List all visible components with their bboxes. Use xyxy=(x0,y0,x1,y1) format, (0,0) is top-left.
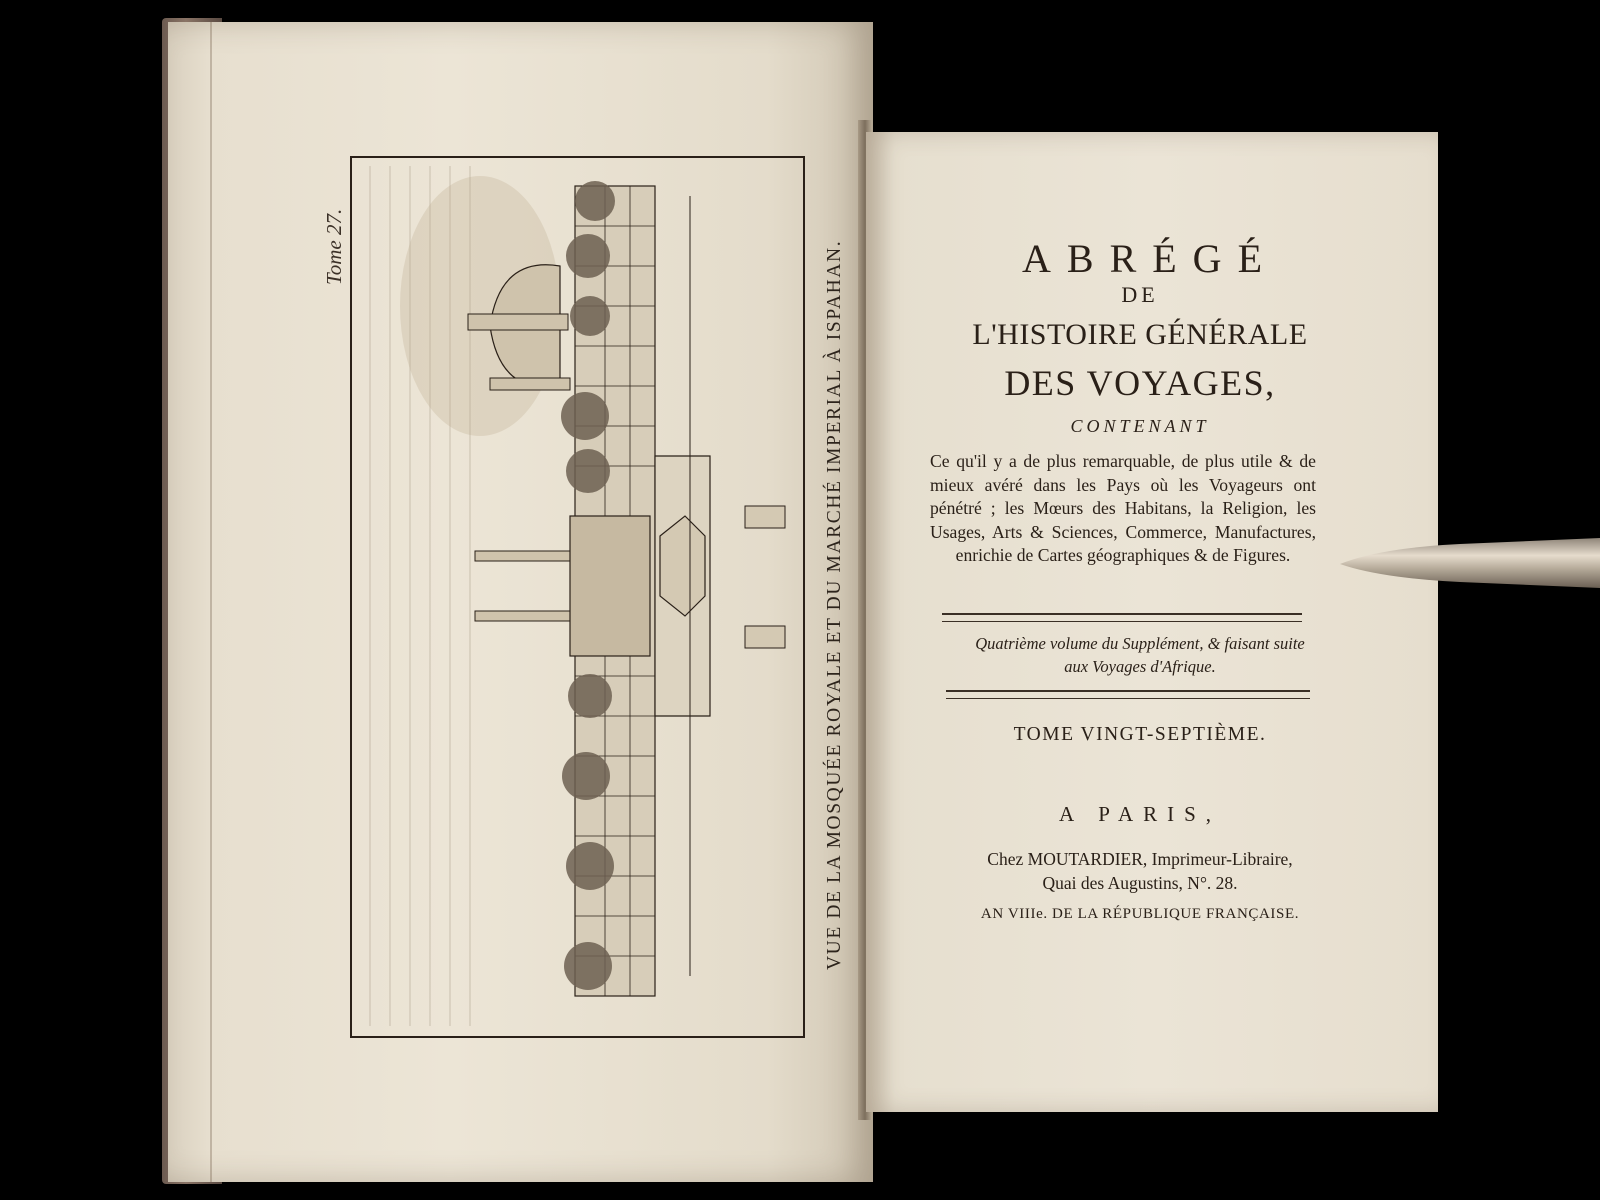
double-rule xyxy=(942,613,1302,622)
publisher-line-2: Quai des Augustins, N°. 28. xyxy=(1042,873,1238,893)
plate-tome-label xyxy=(318,175,352,285)
supplement-note xyxy=(920,632,1360,678)
description-paragraph: Ce qu'il y a de plus remarquable, de plus utile & de mieux avéré dans les Pays où les Voyageurs ont pénétré ; les Mœurs des Habitans, la Religion, les Usages, Arts & Sciences, Commerce, Manufactures, enrichie de Cartes géographiques & de Figures. xyxy=(930,451,1316,566)
title-de: DE xyxy=(1121,282,1159,307)
supplement-line-2: aux Voyages d'Afrique. xyxy=(1064,657,1216,676)
supplement-line-1: Quatrième volume du Supplément, & faisant suite xyxy=(975,634,1305,653)
imprint-date: AN VIIIe. DE LA RÉPUBLIQUE FRANÇAISE. xyxy=(980,906,1300,922)
pointer-blade xyxy=(1340,536,1600,592)
tome-number: TOME VINGT-SEPTIÈME. xyxy=(1013,724,1267,745)
title-histoire: L'HISTOIRE GÉNÉRALE xyxy=(972,318,1308,351)
plate-caption xyxy=(818,239,858,970)
mosque-engraving xyxy=(350,156,805,1038)
title-abrege: ABRÉGÉ xyxy=(1022,236,1278,281)
engraved-plate xyxy=(350,156,805,1038)
title-contenant: CONTENANT xyxy=(1070,416,1210,436)
page-edge xyxy=(210,22,212,1182)
title-voyages: DES VOYAGES, xyxy=(1004,363,1276,403)
knife-blade-image xyxy=(1340,536,1600,592)
tome-label-text: Tome 27. xyxy=(322,208,346,285)
publisher-line-1: Chez MOUTARDIER, Imprimeur-Libraire, xyxy=(987,849,1293,869)
imprint-city: A PARIS, xyxy=(1058,802,1222,826)
double-rule xyxy=(946,690,1310,699)
plate-caption-text: VUE DE LA MOSQUÉE ROYALE ET DU MARCHÉ IMPERIAL À ISPAHAN. xyxy=(824,239,845,970)
imprint-publisher xyxy=(920,847,1360,895)
